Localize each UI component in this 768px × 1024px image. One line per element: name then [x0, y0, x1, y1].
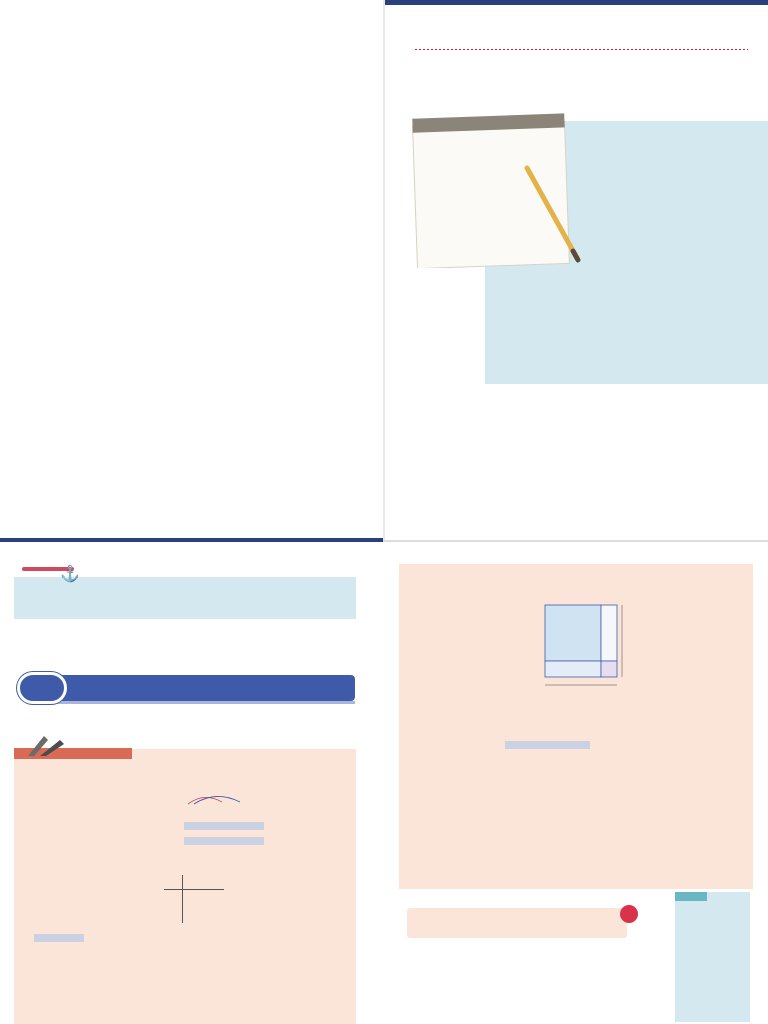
figure-4-1 — [530, 597, 640, 707]
investigation-header — [14, 748, 356, 759]
big-idea-box — [675, 892, 750, 1022]
multiplication-frame — [164, 875, 224, 923]
q2-answer-line-1 — [180, 822, 264, 830]
right-lesson-page — [385, 542, 768, 1024]
therefore-blank[interactable] — [34, 934, 84, 942]
section-number-badge — [17, 672, 67, 704]
q2-answer-blank-2[interactable] — [184, 837, 264, 845]
q2-answer-line-2 — [180, 837, 264, 845]
section-heading-bar — [30, 675, 355, 701]
q2-answer-arcs — [184, 792, 254, 811]
lattice-top-digits — [449, 132, 515, 142]
investigation-ruler-icon — [26, 734, 66, 758]
lattice-left-digits — [435, 152, 445, 212]
section-heading-shadow — [40, 701, 355, 704]
identity-box — [407, 908, 627, 938]
learning-outcomes — [557, 437, 762, 440]
q2-answer-blank-1[interactable] — [184, 822, 264, 830]
lattice-bottom-digits — [449, 210, 515, 220]
anchor-icon: ⚓ — [60, 566, 80, 583]
q5-iv-blank[interactable] — [505, 741, 590, 749]
lattice-right-digits — [517, 140, 527, 206]
chapter-rule — [415, 49, 748, 50]
therefore-line — [32, 934, 84, 942]
intro-text — [593, 131, 763, 139]
lattice-cells — [449, 143, 515, 209]
left-lesson-page — [0, 542, 383, 1024]
square-pqrs-svg — [530, 597, 640, 697]
chapter-opener-page — [385, 5, 768, 538]
big-idea-tab — [675, 892, 707, 901]
alert-icon — [620, 905, 638, 923]
